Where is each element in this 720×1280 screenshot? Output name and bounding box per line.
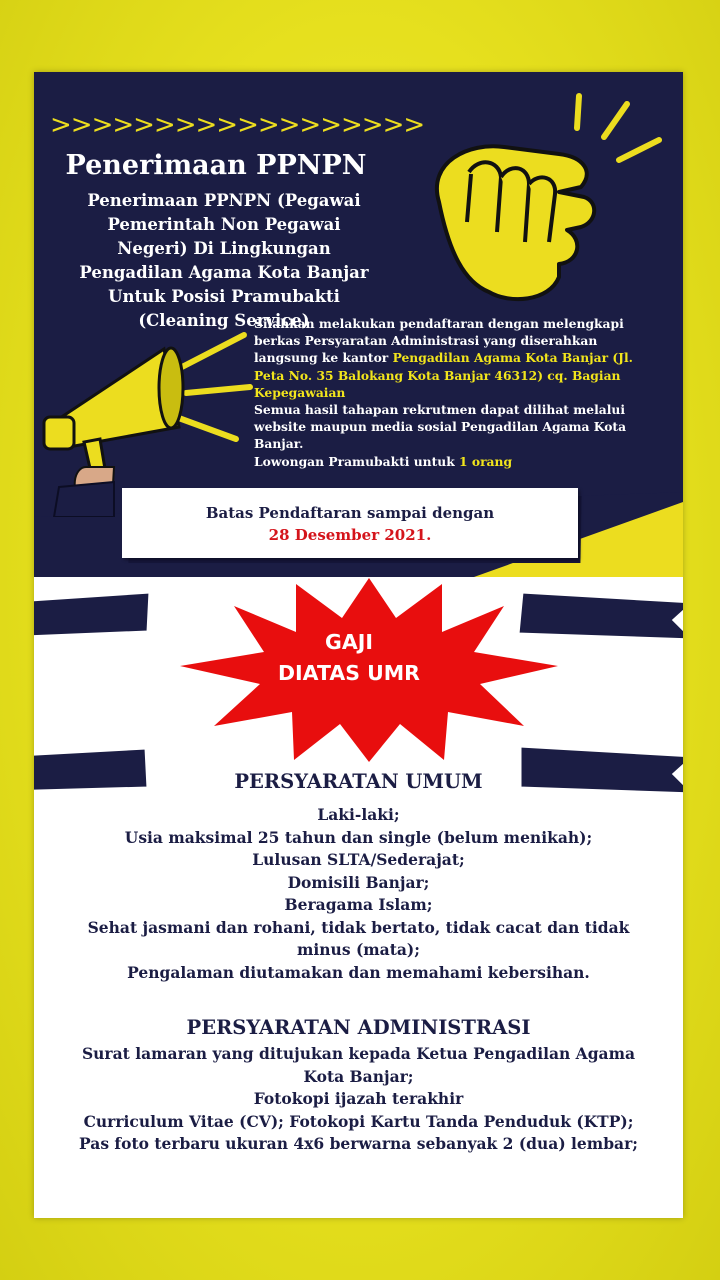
deadline-box xyxy=(122,488,578,558)
admin-requirements-list xyxy=(42,1043,675,1156)
list-item: Sehat jasmani dan rohani, tidak bertato, tidak cacat dan tidak minus (mata); xyxy=(87,917,630,959)
deadline-date: 28 Desember 2021. xyxy=(268,526,432,544)
registration-info xyxy=(254,315,664,470)
list-item: Usia maksimal 25 tahun dan single (belum menikah); xyxy=(124,827,593,847)
general-requirements-list xyxy=(42,804,675,984)
pointing-fist-icon xyxy=(409,92,669,312)
salary-badge-line2: DIATAS UMR xyxy=(278,661,420,685)
info-text-3: Lowongan Pramubakti untuk xyxy=(254,453,460,469)
salary-badge-text xyxy=(209,627,489,689)
info-text-1: Silahkan melakukan pendaftaran dengan melengkapi berkas Persyaratan Administrasi yang diserahkan langsung ke kantor xyxy=(254,316,624,366)
deadline-label: Batas Pendaftaran sampai dengan xyxy=(205,504,495,522)
list-item: Beragama Islam; xyxy=(284,895,433,914)
list-item: Lulusan SLTA/Sederajat; xyxy=(252,850,465,869)
list-item: Laki-laki; xyxy=(317,805,400,824)
list-item: Pengalaman diutamakan dan memahami kebersihan. xyxy=(127,962,590,982)
list-item: Domisili Banjar; xyxy=(287,872,430,892)
vacancy-count: 1 orang xyxy=(459,453,513,469)
job-poster xyxy=(34,72,683,1218)
salary-badge-line1: GAJI xyxy=(325,630,373,654)
list-item: Surat lamaran yang ditujukan kepada Ketua Pengadilan Agama Kota Banjar; xyxy=(81,1044,636,1086)
ribbon-left-top xyxy=(34,590,190,650)
list-item: Pas foto terbaru ukuran 4x6 berwarna sebanyak 2 (dua) lembar; xyxy=(79,1134,638,1153)
list-item: Fotokopi ijazah terakhir xyxy=(253,1089,464,1108)
chevrons-decoration: >>>>>>>>>>>>>>>>>> xyxy=(50,110,425,140)
page-subtitle: Penerimaan PPNPN (Pegawai Pemerintah Non Pegawai Negeri) Di Lingkungan Pengadilan Agama Kota Banjar Untuk Posisi Pramubakti (Cleaning Service) xyxy=(79,191,369,330)
list-item: Curriculum Vitae (CV); Fotokopi Kartu Tanda Penduduk (KTP); xyxy=(83,1111,634,1131)
general-requirements-title: PERSYARATAN UMUM xyxy=(234,770,483,793)
office-address: Pengadilan Agama Kota Banjar (Jl. Peta No. 35 Balokang Kota Banjar 46312) cq. Bagian Kepegawaian xyxy=(254,350,633,400)
page-title: Penerimaan PPNPN xyxy=(65,150,367,181)
admin-requirements-title: PERSYARATAN ADMINISTRASI xyxy=(186,1016,531,1039)
info-text-2: Semua hasil tahapan rekrutmen dapat dilihat melalui website maupun media sosial Pengadilan Agama Kota Banjar. xyxy=(254,402,627,452)
